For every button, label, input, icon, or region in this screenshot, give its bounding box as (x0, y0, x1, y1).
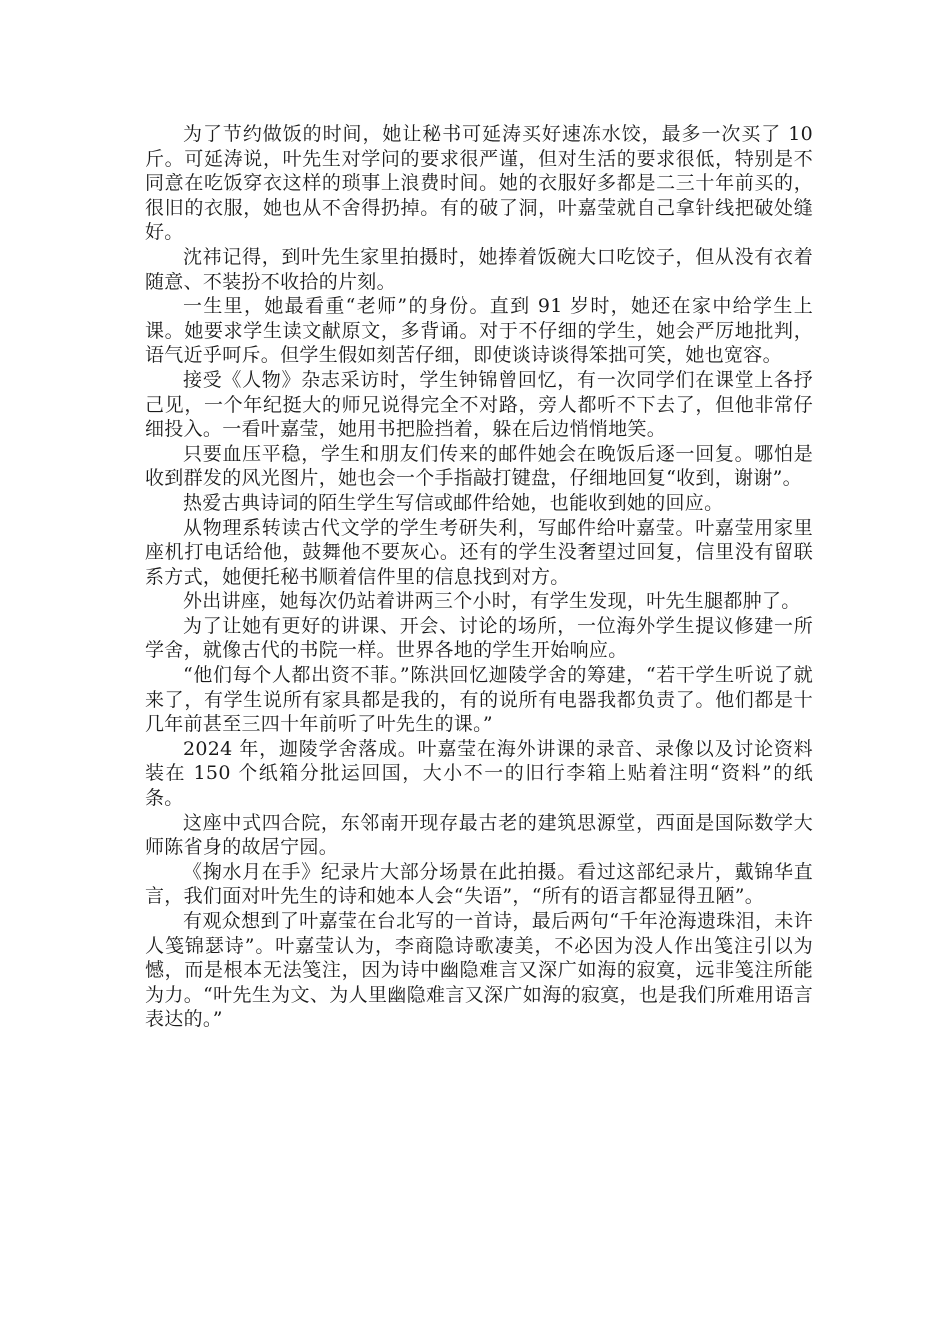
paragraph: 有观众想到了叶嘉莹在台北写的一首诗，最后两句“千年沧海遗珠泪，未许人笺锦瑟诗”。叶嘉莹认为，李商隐诗歌凄美，不必因为没人作出笺注引以为憾，而是根本无法笺注，因为诗中幽隐难言又深广如海的寂寞，远非笺注所能为力。“叶先生为文、为人里幽隐难言又深广如海的寂寞，也是我们所难用语言表达的。” (145, 910, 813, 1031)
paragraph: 为了让她有更好的讲课、开会、讨论的场所，一位海外学生提议修建一所学舍，就像古代的书院一样。世界各地的学生开始响应。 (145, 614, 813, 662)
paragraph: “他们每个人都出资不菲。”陈洪回忆迦陵学舍的筹建，“若干学生听说了就来了，有学生说所有家具都是我的，有的说所有电器我都负责了。他们都是十几年前甚至三四十年前听了叶先生的课。” (145, 664, 813, 736)
paragraph: 外出讲座，她每次仍站着讲两三个小时，有学生发现，叶先生腿都肿了。 (183, 590, 801, 613)
paragraph: 这座中式四合院，东邻南开现存最古老的建筑思源堂，西面是国际数学大师陈省身的故居宁园。 (145, 811, 813, 859)
article-body (145, 122, 813, 1032)
paragraph: 《掬水月在手》纪录片大部分场景在此拍摄。看过这部纪录片，戴锦华直言，我们面对叶先生的诗和她本人会“失语”，“所有的语言都显得丑陋”。 (145, 860, 813, 908)
paragraph: 从物理系转读古代文学的学生考研失利，写邮件给叶嘉莹。叶嘉莹用家里座机打电话给他，鼓舞他不要灰心。还有的学生没奢望过回复，信里没有留联系方式，她便托秘书顺着信件里的信息找到对方。 (145, 516, 813, 588)
paragraph: 沈祎记得，到叶先生家里拍摄时，她捧着饭碗大口吃饺子，但从没有衣着随意、不装扮不收拾的片刻。 (145, 245, 813, 293)
paragraph: 一生里，她最看重“老师”的身份。直到 91 岁时，她还在家中给学生上课。她要求学生读文献原文，多背诵。对于不仔细的学生，她会严厉地批判，语气近乎呵斥。但学生假如刻苦仔细，即使谈诗谈得笨拙可笑，她也宽容。 (145, 295, 813, 367)
paragraph: 为了节约做饭的时间，她让秘书可延涛买好速冻水饺，最多一次买了 10 斤。可延涛说，叶先生对学问的要求很严谨，但对生活的要求很低，特别是不同意在吃饭穿衣这样的琐事上浪费时间。她的衣服好多都是二三十年前买的，很旧的衣服，她也从不舍得扔掉。有的破了洞，叶嘉莹就自己拿针线把破处缝好。 (145, 123, 813, 244)
paragraph: 只要血压平稳，学生和朋友们传来的邮件她会在晚饭后逐一回复。哪怕是收到群发的风光图片，她也会一个手指敲打键盘，仔细地回复“收到，谢谢”。 (145, 442, 813, 490)
paragraph: 接受《人物》杂志采访时，学生钟锦曾回忆，有一次同学们在课堂上各抒己见，一个年纪挺大的师兄说得完全不对路，旁人都听不下去了，但他非常仔细投入。一看叶嘉莹，她用书把脸挡着，躲在后边悄悄地笑。 (145, 368, 813, 441)
paragraph: 热爱古典诗词的陌生学生写信或邮件给她，也能收到她的回应。 (183, 491, 724, 514)
paragraph: 2024 年，迦陵学舍落成。叶嘉莹在海外讲课的录音、录像以及讨论资料装在 150 个纸箱分批运回国，大小不一的旧行李箱上贴着注明“资料”的纸条。 (145, 737, 813, 810)
